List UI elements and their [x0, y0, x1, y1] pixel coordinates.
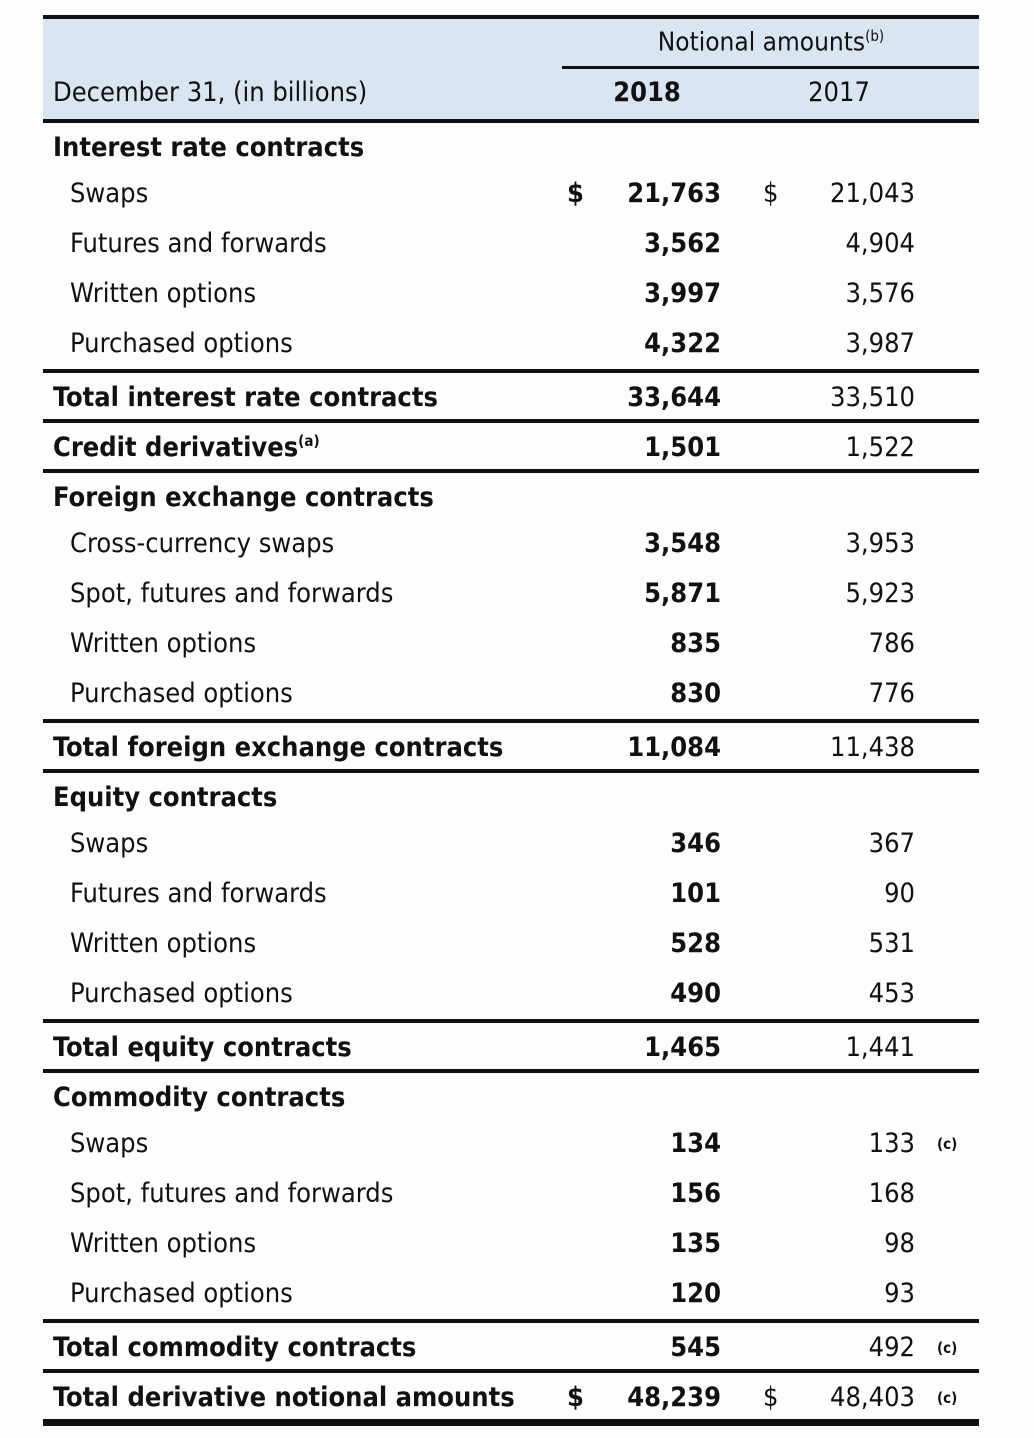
table-row — [43, 1269, 979, 1319]
row-label: Spot, futures and forwards — [70, 1178, 394, 1209]
header-divider — [562, 66, 979, 69]
row-label: Credit derivatives$^{(a)}$ — [53, 432, 320, 463]
value-2018: 101 — [670, 878, 721, 909]
value-2018: 4,322 — [644, 328, 721, 359]
row-label: Commodity contracts — [53, 1082, 346, 1113]
value-2018: 21,763 — [627, 178, 721, 209]
row-label: Purchased options — [70, 678, 293, 709]
table-body — [43, 119, 979, 1419]
table-row — [43, 969, 979, 1019]
value-2017: 93 — [884, 1278, 915, 1309]
value-2018: 1,501 — [644, 432, 721, 463]
row-label: Written options — [70, 278, 257, 309]
row-label: Swaps — [70, 828, 149, 859]
table-row — [43, 319, 979, 369]
row-label: Written options — [70, 628, 257, 659]
table-row — [43, 919, 979, 969]
row-label: Foreign exchange contracts — [53, 482, 434, 513]
value-2017: 11,438 — [830, 732, 915, 763]
table-row — [43, 519, 979, 569]
value-2018: 346 — [670, 828, 721, 859]
value-2018: 134 — [670, 1128, 721, 1159]
value-2017: 776 — [868, 678, 915, 709]
value-2018: 48,239 — [627, 1382, 721, 1413]
row-label: Total commodity contracts — [53, 1332, 417, 1363]
value-2018: 156 — [670, 1178, 721, 1209]
value-2018: 120 — [670, 1278, 721, 1309]
value-2017: 492 — [868, 1332, 915, 1363]
notional-footnote-b: (b) — [865, 27, 885, 45]
total-row — [43, 419, 979, 469]
section-row — [43, 1069, 979, 1119]
value-2018: 830 — [670, 678, 721, 709]
total-row — [43, 719, 979, 769]
section-row — [43, 469, 979, 519]
value-2017: 21,043 — [830, 178, 915, 209]
value-2017: 3,987 — [845, 328, 915, 359]
value-2018: 1,465 — [644, 1032, 721, 1063]
value-2017: 3,953 — [845, 528, 915, 559]
total-row — [43, 1019, 979, 1069]
table-row — [43, 1169, 979, 1219]
value-2017: 786 — [868, 628, 915, 659]
row-label: Futures and forwards — [70, 228, 327, 259]
value-2017: 48,403 — [830, 1382, 915, 1413]
value-2018: 490 — [670, 978, 721, 1009]
value-2018: 835 — [670, 628, 721, 659]
total-row — [43, 369, 979, 419]
row-label: Written options — [70, 1228, 257, 1259]
table-row — [43, 619, 979, 669]
table-row — [43, 669, 979, 719]
row-label: Futures and forwards — [70, 878, 327, 909]
footnote-marker: (c) — [937, 1135, 958, 1153]
row-label: Total derivative notional amounts — [53, 1382, 515, 1413]
value-2017: 90 — [884, 878, 915, 909]
value-2018: 3,548 — [644, 528, 721, 559]
row-label: Cross-currency swaps — [70, 528, 335, 559]
footnote-marker: (c) — [937, 1339, 958, 1357]
total-row — [43, 1369, 979, 1419]
table-row — [43, 569, 979, 619]
row-label: Total foreign exchange contracts — [53, 732, 504, 763]
table-row — [43, 869, 979, 919]
value-2018: 3,562 — [644, 228, 721, 259]
row-label: Swaps — [70, 1128, 149, 1159]
derivatives-notional-table — [43, 15, 979, 1426]
row-label: Purchased options — [70, 978, 293, 1009]
row-label: Written options — [70, 928, 257, 959]
currency-2018: $ — [567, 178, 584, 209]
table-row — [43, 1219, 979, 1269]
value-2017: 3,576 — [845, 278, 915, 309]
notional-amounts-heading — [563, 27, 979, 58]
value-2017: 33,510 — [830, 382, 915, 413]
row-label: Swaps — [70, 178, 149, 209]
value-2018: 135 — [670, 1228, 721, 1259]
table-header — [43, 15, 979, 119]
row-label: Purchased options — [70, 1278, 293, 1309]
value-2017: 4,904 — [845, 228, 915, 259]
row-label: Purchased options — [70, 328, 293, 359]
value-2018: 11,084 — [627, 732, 721, 763]
value-2017: 367 — [868, 828, 915, 859]
table-row — [43, 169, 979, 219]
table-row — [43, 269, 979, 319]
notional-amounts-label: Notional amounts — [657, 27, 866, 58]
row-label: Interest rate contracts — [53, 132, 365, 163]
date-unit-label: December 31, (in billions) — [53, 77, 368, 108]
currency-2017: $ — [763, 1382, 779, 1413]
value-2017: 168 — [868, 1178, 915, 1209]
value-2017: 1,441 — [845, 1032, 915, 1063]
table-row — [43, 1119, 979, 1169]
section-row — [43, 769, 979, 819]
table-row — [43, 819, 979, 869]
row-label: Total equity contracts — [53, 1032, 352, 1063]
value-2018: 528 — [670, 928, 721, 959]
value-2017: 98 — [884, 1228, 915, 1259]
row-label: Equity contracts — [53, 782, 278, 813]
currency-2017: $ — [763, 178, 779, 209]
row-footnote: (a) — [298, 432, 320, 450]
section-row — [43, 119, 979, 169]
value-2018: 3,997 — [644, 278, 721, 309]
value-2018: 545 — [670, 1332, 721, 1363]
value-2017: 5,923 — [845, 578, 915, 609]
value-2017: 453 — [868, 978, 915, 1009]
value-2017: 133 — [868, 1128, 915, 1159]
row-label: Total interest rate contracts — [53, 382, 438, 413]
currency-2018: $ — [567, 1382, 584, 1413]
column-2018-header: 2018 — [613, 77, 681, 108]
footnote-marker: (c) — [937, 1389, 958, 1407]
value-2017: 531 — [868, 928, 915, 959]
value-2018: 5,871 — [644, 578, 721, 609]
total-row — [43, 1319, 979, 1369]
value-2017: 1,522 — [845, 432, 915, 463]
row-label: Spot, futures and forwards — [70, 578, 394, 609]
value-2018: 33,644 — [627, 382, 721, 413]
column-2017-header: 2017 — [808, 77, 870, 108]
table-row — [43, 219, 979, 269]
